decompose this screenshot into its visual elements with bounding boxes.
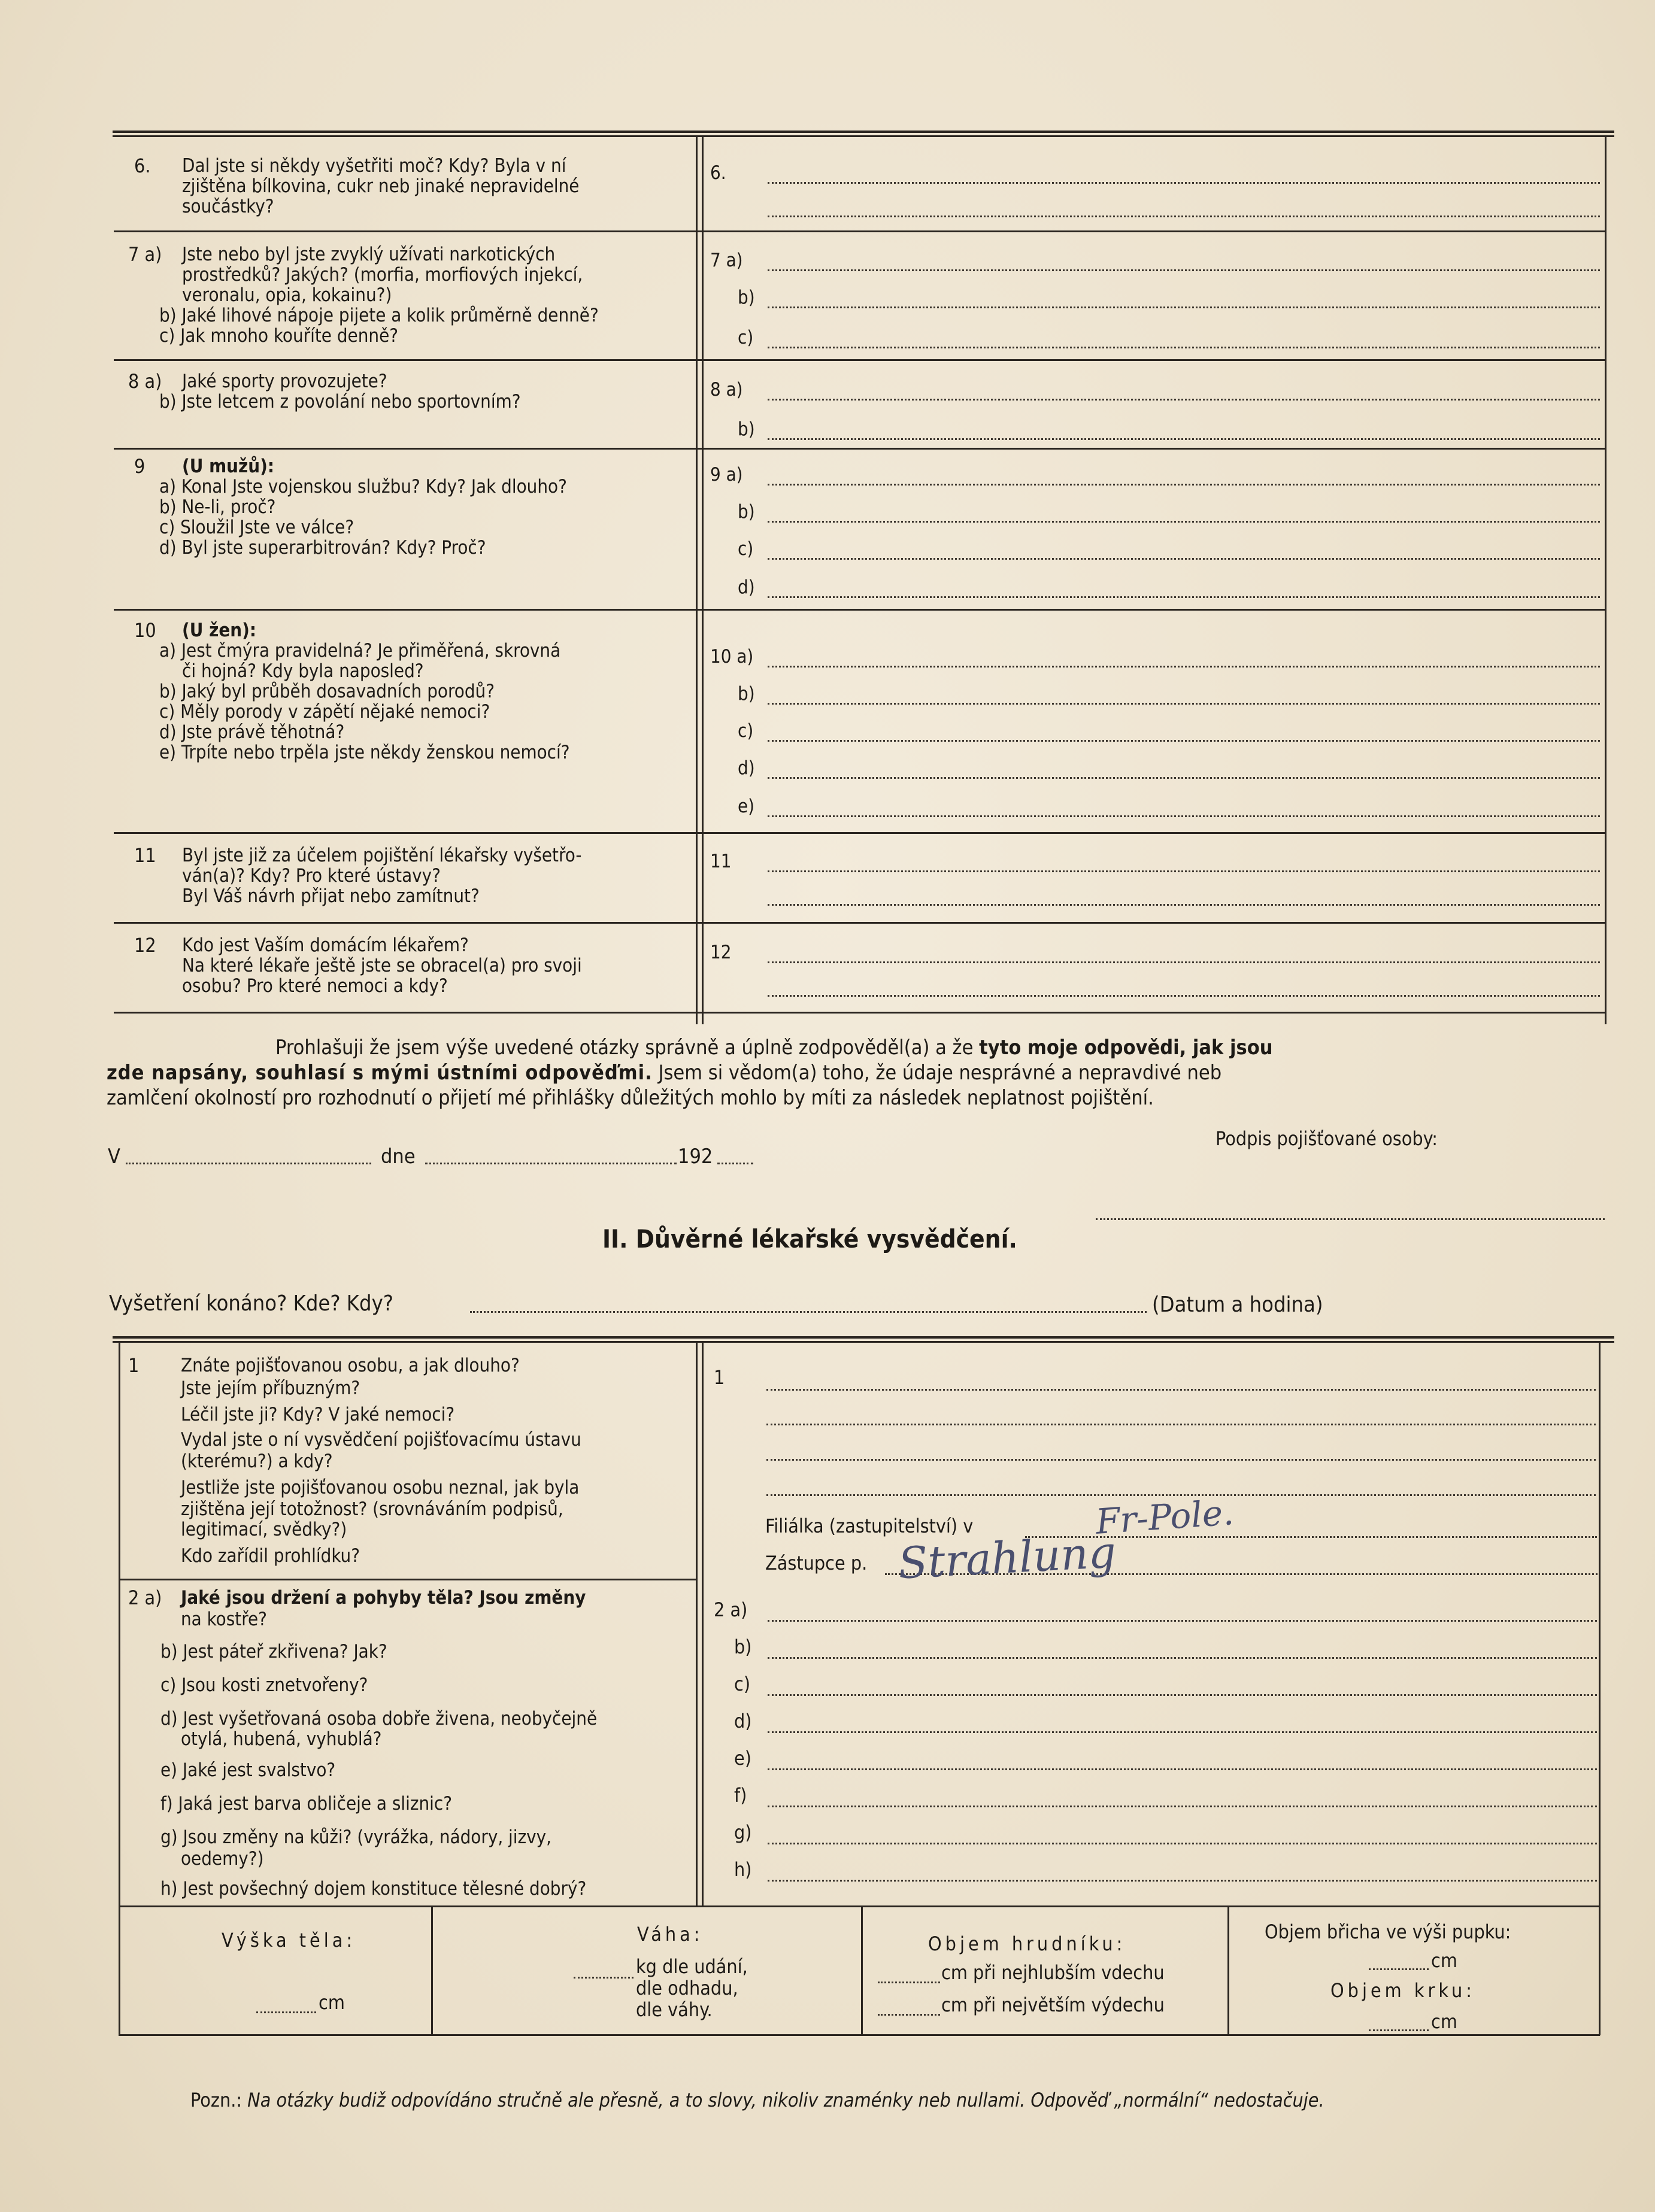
answer-label: e) <box>734 1747 751 1770</box>
question-text: či hojná? Kdy byla naposled? <box>182 660 424 682</box>
answer-label: b) <box>738 683 755 705</box>
question-number: 2 a) <box>128 1586 162 1609</box>
answer-field[interactable] <box>768 1768 1597 1770</box>
question-text: Na které lékaře ještě jste se obracel(a) pro svoji <box>182 955 582 976</box>
question-text: Jste jejím příbuzným? <box>181 1377 360 1399</box>
question-text: e) Trpíte nebo trpěla jste někdy ženskou nemocí? <box>159 742 570 763</box>
question-text: Kdo zařídil prohlídku? <box>181 1545 360 1567</box>
answer-field[interactable] <box>768 777 1600 779</box>
answer-field[interactable] <box>768 484 1600 486</box>
question-text: Dal jste si někdy vyšetřiti moč? Kdy? Byla v ní <box>182 155 566 177</box>
question-text: g) Jsou změny na kůži? (vyrážka, nádory, jizvy, <box>160 1826 552 1848</box>
declaration-bold-text: tyto moje odpovědi, jak jsou <box>979 1036 1273 1060</box>
answer-field[interactable] <box>768 438 1600 440</box>
neck-unit: cm <box>1431 2010 1457 2033</box>
height-field[interactable] <box>256 2011 316 2013</box>
answer-field[interactable] <box>768 269 1600 271</box>
row-separator <box>119 1579 697 1580</box>
answer-label: d) <box>738 576 755 598</box>
agent-label: Zástupce p. <box>765 1552 868 1574</box>
question-text: c) Jak mnoho kouříte denně? <box>159 325 399 347</box>
left-border-b <box>119 1341 120 2035</box>
top-double-rule <box>113 131 1614 137</box>
answer-field[interactable] <box>768 1806 1597 1807</box>
answer-field[interactable] <box>768 216 1600 217</box>
weight-line-3: dle váhy. <box>636 1998 713 2021</box>
year-field[interactable] <box>717 1163 753 1164</box>
answer-field[interactable] <box>768 596 1600 598</box>
question-text: b) Jest páteř zkřivena? Jak? <box>160 1641 387 1662</box>
answer-field[interactable] <box>768 307 1600 308</box>
question-text: d) Jest vyšetřovaná osoba dobře živena, neobyčejně <box>160 1708 598 1729</box>
date-label: dne <box>381 1145 416 1169</box>
datetime-label: (Datum a hodina) <box>1152 1292 1323 1317</box>
question-text: Jaké jsou držení a pohyby těla? Jsou změny <box>181 1587 586 1609</box>
row-separator <box>119 2034 1600 2036</box>
answer-field[interactable] <box>768 558 1600 560</box>
answer-label: 11 <box>710 851 732 872</box>
question-text: osobu? Pro které nemoci a kdy? <box>182 975 448 997</box>
declaration-text: Jsem si vědom(a) toho, že údaje nesprávné a nepravdivé neb <box>658 1061 1222 1085</box>
section-b-double-rule <box>113 1336 1614 1343</box>
answer-label: c) <box>738 327 754 348</box>
weight-line-1: kg dle udání, <box>636 1955 748 1978</box>
answer-field[interactable] <box>768 904 1600 906</box>
answer-field[interactable] <box>768 399 1600 400</box>
row-separator <box>114 609 1606 611</box>
question-text: b) Jste letcem z povolání nebo sportovním? <box>159 391 521 412</box>
answer-field[interactable] <box>768 182 1600 184</box>
signature-field[interactable] <box>1096 1218 1605 1220</box>
row-separator <box>114 230 1606 232</box>
chest-exhale-label: cm při největším výdechu <box>941 1993 1165 2016</box>
note-label: Pozn.: <box>190 2089 243 2111</box>
chest-exhale-field[interactable] <box>878 2014 940 2016</box>
row-separator <box>114 832 1606 834</box>
question-text: Byl Váš návrh přijat nebo zamítnut? <box>182 885 480 907</box>
chest-inhale-label: cm při nejhlubším vdechu <box>941 1961 1165 1984</box>
question-number: 9 <box>134 455 146 478</box>
belly-label: Objem břicha ve výši pupku: <box>1265 1920 1511 1943</box>
question-text: Jaké sporty provozujete? <box>182 371 387 392</box>
question-text: prostředků? Jakých? (morfia, morfiových injekcí, <box>182 264 583 286</box>
question-text: (U mužů): <box>182 456 275 477</box>
branch-label: Filiálka (zastupitelství) v <box>765 1515 974 1537</box>
question-number: 1 <box>128 1354 140 1377</box>
question-text: (kterému?) a kdy? <box>181 1451 333 1472</box>
section-2-title: II. Důvěrné lékařské vysvědčení. <box>602 1224 1017 1254</box>
question-text: oedemy?) <box>181 1848 264 1870</box>
answer-field[interactable] <box>768 347 1600 348</box>
answer-field[interactable] <box>768 1694 1597 1696</box>
question-text: Jste nebo byl jste zvyklý užívati narkotických <box>182 244 556 265</box>
question-text: otylá, hubená, vyhublá? <box>181 1728 382 1750</box>
right-border-a <box>1605 135 1606 1024</box>
weight-line-2: dle odhadu, <box>636 1977 738 1999</box>
weight-label: Váha: <box>637 1923 704 1946</box>
answer-field[interactable] <box>768 666 1600 667</box>
height-unit: cm <box>319 1991 345 2014</box>
question-text: d) Jste právě těhotná? <box>159 721 345 743</box>
question-text: Znáte pojišťovanou osobu, a jak dlouho? <box>181 1355 520 1376</box>
answer-label: d) <box>738 757 755 779</box>
exam-label: Vyšetření konáno? Kde? Kdy? <box>109 1291 393 1316</box>
belly-unit: cm <box>1431 1949 1457 1972</box>
answer-label: 6. <box>710 162 726 184</box>
answer-field[interactable] <box>768 815 1600 817</box>
question-number: 11 <box>134 844 156 867</box>
question-text: d) Byl jste superarbitrován? Kdy? Proč? <box>159 537 486 559</box>
declaration-bold-text: zde napsány, souhlasí s mými ústními odpověďmi. <box>107 1061 653 1085</box>
answer-label: 2 a) <box>714 1598 748 1621</box>
column-divider-b <box>696 1341 698 1907</box>
declaration-line-1 <box>275 1036 1273 1060</box>
answer-label: b) <box>734 1636 752 1658</box>
question-text: c) Měly porody v zápětí nějaké nemoci? <box>159 701 490 723</box>
chest-label: Objem hrudníku: <box>928 1932 1126 1955</box>
signature-label: Podpis pojišťované osoby: <box>1216 1127 1438 1150</box>
answer-label: b) <box>738 287 755 308</box>
exam-field[interactable] <box>470 1311 1147 1313</box>
question-text: na kostře? <box>181 1609 267 1630</box>
answer-field[interactable] <box>768 870 1600 872</box>
question-text: zjištěna bílkovina, cukr neb jinaké nepravidelné <box>182 175 580 197</box>
answer-label: d) <box>734 1710 752 1732</box>
answer-field[interactable] <box>766 1424 1596 1425</box>
question-text: e) Jaké jest svalstvo? <box>160 1759 336 1781</box>
answer-field[interactable] <box>768 703 1600 705</box>
column-divider-a2 <box>702 135 704 1024</box>
question-text: h) Jest povšechný dojem konstituce tělesné dobrý? <box>160 1878 587 1900</box>
question-text: b) Ne-li, proč? <box>159 496 276 518</box>
answer-field[interactable] <box>768 1657 1597 1659</box>
question-text: Kdo jest Vaším domácím lékařem? <box>182 934 469 956</box>
question-number: 10 <box>134 619 156 642</box>
declaration-line-3: zamlčení okolností pro rozhodnutí o přijetí mé přihlášky důležitých mohlo by míti za následek neplatnost pojištění. <box>107 1086 1154 1110</box>
answer-label: f) <box>734 1784 747 1807</box>
question-text: součástky? <box>182 196 274 217</box>
measure-divider <box>1227 1907 1229 2035</box>
row-separator <box>119 1905 1600 1907</box>
row-separator <box>114 359 1606 361</box>
question-number: 12 <box>134 934 156 957</box>
answer-label: e) <box>738 796 755 817</box>
question-text: Jestliže jste pojišťovanou osobu neznal, jak byla <box>181 1477 580 1498</box>
answer-label: c) <box>734 1673 751 1695</box>
row-separator <box>114 1012 1606 1014</box>
row-separator <box>114 922 1606 924</box>
answer-field[interactable] <box>768 995 1600 997</box>
answer-field[interactable] <box>768 1620 1597 1622</box>
answer-field[interactable] <box>768 1880 1597 1882</box>
answer-label: c) <box>738 720 754 742</box>
question-text: a) Jest čmýra pravidelná? Je přiměřená, skrovná <box>159 640 561 662</box>
answer-field[interactable] <box>768 1731 1597 1733</box>
column-divider-a <box>696 135 698 1024</box>
answer-field[interactable] <box>766 1459 1596 1461</box>
answer-label: 10 a) <box>710 646 754 667</box>
belly-field[interactable] <box>1369 1968 1429 1970</box>
answer-field[interactable] <box>768 961 1600 963</box>
weight-field[interactable] <box>574 1977 633 1979</box>
answer-label: 8 a) <box>710 379 743 400</box>
answer-label: 7 a) <box>710 250 743 271</box>
answer-label: c) <box>738 538 754 560</box>
row-separator <box>114 448 1606 450</box>
chest-inhale-field[interactable] <box>878 1982 940 1983</box>
declaration-line-2 <box>107 1061 1221 1085</box>
answer-field[interactable] <box>768 740 1600 742</box>
question-text: Byl jste již za účelem pojištění lékařsky vyšetřo- <box>182 845 582 866</box>
declaration-text: Prohlašuji že jsem výše uvedené otázky správně a úplně zodpověděl(a) a že <box>275 1036 974 1060</box>
question-text: f) Jaká jest barva obličeje a sliznic? <box>160 1793 453 1814</box>
right-border-b <box>1599 1341 1601 2035</box>
answer-field[interactable] <box>768 521 1600 523</box>
height-label: Výška těla: <box>222 1929 356 1952</box>
question-text: b) Jaký byl průběh dosavadních porodů? <box>159 681 495 702</box>
note <box>190 2088 1324 2112</box>
question-text: zjištěna její totožnost? (srovnáváním podpisů, <box>181 1498 563 1520</box>
question-text: legitimací, svědky?) <box>181 1519 347 1540</box>
answer-label: b) <box>738 501 755 523</box>
answer-label: b) <box>738 418 755 440</box>
question-text: Léčil jste ji? Kdy? V jaké nemoci? <box>181 1404 455 1425</box>
answer-field[interactable] <box>768 1843 1597 1844</box>
answer-field[interactable] <box>766 1389 1596 1391</box>
note-text: Na otázky budiž odpovídáno stručně ale přesně, a to slovy, nikoliv znaménky neb nullami. Odpověď „normální“ nedostačuje. <box>247 2089 1324 2111</box>
question-text: c) Jsou kosti znetvořeny? <box>160 1674 368 1696</box>
question-text: veronalu, opia, kokainu?) <box>182 284 392 306</box>
place-label: V <box>108 1145 120 1169</box>
place-field[interactable] <box>126 1163 371 1164</box>
date-field[interactable] <box>425 1163 677 1164</box>
answer-label: h) <box>734 1858 752 1881</box>
question-text: ván(a)? Kdy? Pro které ústavy? <box>182 865 441 887</box>
measure-divider <box>861 1907 863 2035</box>
column-divider-b2 <box>702 1341 704 1907</box>
branch-handwritten: Fr-Pole. <box>1094 1492 1235 1542</box>
agent-signature: Strahlung <box>897 1527 1117 1589</box>
question-text: c) Sloužil Jste ve válce? <box>159 517 354 538</box>
neck-label: Objem krku: <box>1330 1979 1475 2002</box>
question-text: b) Jaké lihové nápoje pijete a kolik průměrně denně? <box>159 305 599 326</box>
answer-label: 12 <box>710 942 732 963</box>
neck-field[interactable] <box>1369 2029 1429 2031</box>
answer-label: 9 a) <box>710 464 743 486</box>
question-number: 7 a) <box>128 243 162 266</box>
question-text: Vydal jste o ní vysvědčení pojišťovacímu ústavu <box>181 1429 581 1451</box>
question-text: a) Konal Jste vojenskou službu? Kdy? Jak dlouho? <box>159 476 567 497</box>
answer-b1-label: 1 <box>714 1366 725 1389</box>
question-number: 8 a) <box>128 370 162 393</box>
year-label: 192 <box>678 1145 713 1169</box>
question-number: 6. <box>134 154 151 177</box>
question-text: (U žen): <box>182 620 256 641</box>
answer-label: g) <box>734 1821 752 1844</box>
measure-divider <box>431 1907 433 2035</box>
